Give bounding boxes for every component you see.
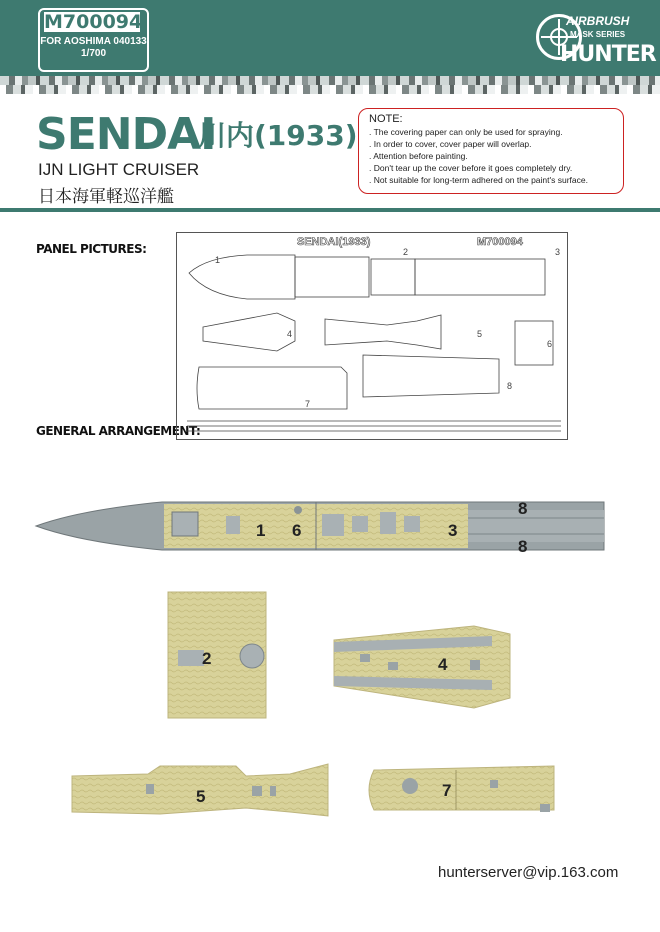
- sheet-label: 6: [547, 339, 553, 349]
- arrangement-label: 8: [518, 537, 528, 556]
- subtitle-en: IJN LIGHT CRUISER: [38, 160, 200, 179]
- note-item: . In order to cover, cover paper will overlap.: [369, 139, 532, 149]
- part-4-plan: [334, 626, 510, 708]
- part-5-plan: [72, 764, 328, 816]
- part-2-plan: [168, 592, 266, 718]
- ship-name: SENDAI: [36, 109, 216, 160]
- note-heading: NOTE:: [369, 113, 403, 125]
- arrangement-label: 1: [256, 521, 266, 540]
- ship-deck-plan: [36, 499, 604, 556]
- sheet-label: 1: [215, 255, 221, 265]
- logo-line2: MASK SERIES: [570, 30, 626, 39]
- arrangement-label: 4: [438, 655, 448, 674]
- subtitle-cn: 日本海軍軽巡洋艦: [38, 187, 174, 206]
- note-box: [358, 108, 624, 194]
- sheet-piece-7: [197, 367, 347, 409]
- for-line: FOR AOSHIMA 040133: [40, 36, 147, 47]
- sheet-label: 5: [477, 329, 483, 339]
- hunter-logo: [536, 6, 656, 70]
- note-item: . Not suitable for long-term adhered on the paint's surface.: [369, 175, 588, 185]
- sheet-piece-5: [325, 315, 441, 349]
- sheet-piece-8: [363, 355, 499, 397]
- sheet-piece-4: [203, 313, 295, 351]
- general-arrangement-heading: GENERAL ARRANGEMENT:: [36, 424, 201, 438]
- sheet-label: 4: [287, 329, 293, 339]
- sheet-label: 3: [555, 247, 561, 257]
- note-item: . The covering paper can only be used for spraying.: [369, 127, 563, 137]
- arrangement-label: 7: [442, 781, 452, 800]
- sheet-piece-1b: [295, 257, 369, 297]
- sheet-label: 7: [305, 399, 311, 409]
- product-code: M700094: [44, 11, 143, 33]
- product-compat: [38, 36, 149, 60]
- part-7-plan: [369, 766, 554, 812]
- contact-email[interactable]: hunterserver@vip.163.com: [438, 864, 619, 881]
- ship-name-cn: 川内(1933): [198, 119, 358, 152]
- sheet-piece-3: [415, 259, 545, 295]
- arrangement-label: 3: [448, 521, 458, 540]
- note-item: . Attention before painting.: [369, 151, 468, 161]
- scale-label: 1/700: [80, 48, 107, 59]
- arrangement-label: 5: [196, 787, 206, 806]
- arrangement-label: 2: [202, 649, 212, 668]
- camouflage-strip-lower: [0, 85, 660, 94]
- panel-pictures-heading: PANEL PICTURES:: [36, 242, 147, 256]
- logo-line1: AIRBRUSH: [566, 14, 630, 28]
- mask-sheet: [176, 232, 568, 440]
- logo-line3: HUNTER: [560, 42, 656, 67]
- general-arrangement-diagram: [0, 440, 660, 860]
- note-item: . Don't tear up the cover before it goes completely dry.: [369, 163, 573, 173]
- sheet-label: 2: [403, 247, 409, 257]
- sheet-piece-2: [371, 259, 415, 295]
- sheet-title: SENDAI(1933): [297, 236, 371, 248]
- sheet-label: 8: [507, 381, 513, 391]
- divider-rule: [0, 208, 660, 212]
- arrangement-label: 8: [518, 499, 528, 518]
- sheet-piece-1: [189, 255, 295, 299]
- sheet-code: M700094: [477, 236, 523, 248]
- arrangement-label: 6: [292, 521, 302, 540]
